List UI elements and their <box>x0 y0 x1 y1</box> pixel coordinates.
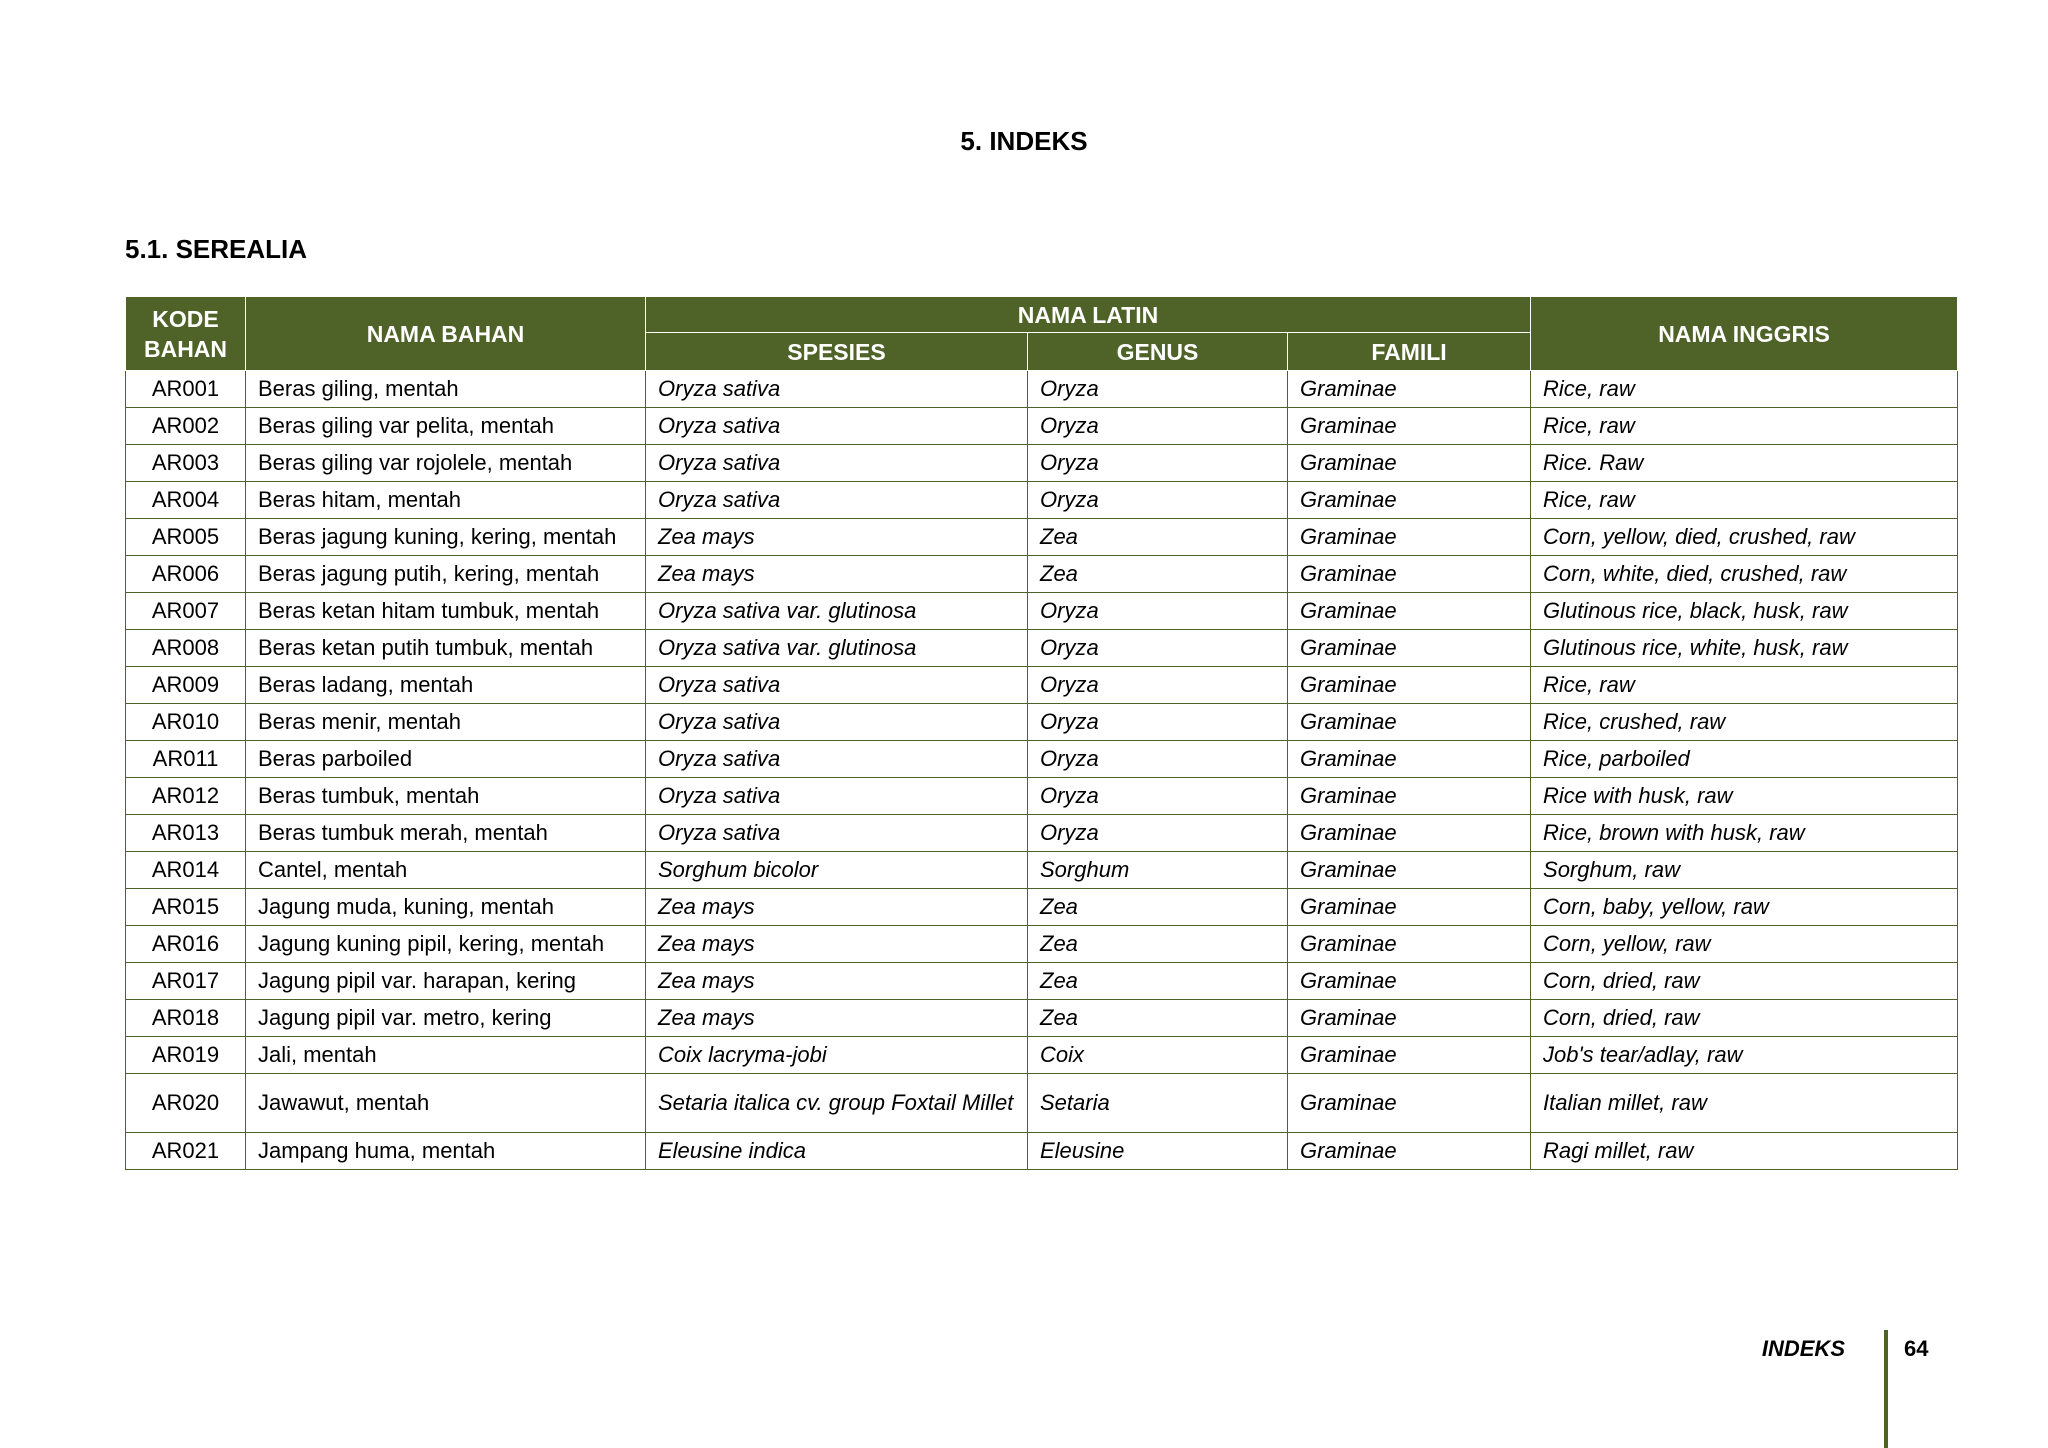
cell-spesies: Eleusine indica <box>646 1133 1028 1170</box>
cell-famili: Graminae <box>1288 1133 1531 1170</box>
cell-famili: Graminae <box>1288 408 1531 445</box>
cell-genus: Zea <box>1028 519 1288 556</box>
cell-kode: AR014 <box>126 852 246 889</box>
table-row <box>126 445 1958 482</box>
table-row <box>126 741 1958 778</box>
cell-kode: AR018 <box>126 1000 246 1037</box>
cell-spesies: Oryza sativa var. glutinosa <box>646 630 1028 667</box>
table-row <box>126 778 1958 815</box>
table-row <box>126 1037 1958 1074</box>
header-kode-bahan: KODE BAHAN <box>126 297 246 371</box>
cell-famili: Graminae <box>1288 445 1531 482</box>
table-header <box>126 297 1958 371</box>
cell-famili: Graminae <box>1288 1074 1531 1133</box>
cell-nama-inggris: Rice, parboiled <box>1531 741 1958 778</box>
footer-divider <box>1884 1330 1888 1448</box>
cell-famili: Graminae <box>1288 482 1531 519</box>
cell-genus: Oryza <box>1028 778 1288 815</box>
cell-nama-bahan: Jagung kuning pipil, kering, mentah <box>246 926 646 963</box>
cell-famili: Graminae <box>1288 1000 1531 1037</box>
cell-kode: AR011 <box>126 741 246 778</box>
table-body <box>126 371 1958 1170</box>
cell-nama-bahan: Beras tumbuk, mentah <box>246 778 646 815</box>
cell-spesies: Oryza sativa <box>646 741 1028 778</box>
header-genus: GENUS <box>1028 333 1288 371</box>
cell-kode: AR001 <box>126 371 246 408</box>
cell-genus: Oryza <box>1028 741 1288 778</box>
cell-nama-bahan: Beras jagung kuning, kering, mentah <box>246 519 646 556</box>
cell-genus: Zea <box>1028 889 1288 926</box>
cell-nama-inggris: Glutinous rice, white, husk, raw <box>1531 630 1958 667</box>
cell-genus: Setaria <box>1028 1074 1288 1133</box>
cell-spesies: Oryza sativa <box>646 704 1028 741</box>
cell-nama-inggris: Corn, dried, raw <box>1531 1000 1958 1037</box>
cell-famili: Graminae <box>1288 889 1531 926</box>
cell-nama-bahan: Beras giling var pelita, mentah <box>246 408 646 445</box>
cell-famili: Graminae <box>1288 852 1531 889</box>
cell-nama-bahan: Beras giling var rojolele, mentah <box>246 445 646 482</box>
cell-nama-bahan: Beras ladang, mentah <box>246 667 646 704</box>
page-title: 5. INDEKS <box>960 126 1088 156</box>
header-nama-latin: NAMA LATIN <box>646 297 1531 333</box>
cell-famili: Graminae <box>1288 704 1531 741</box>
index-table <box>125 296 1958 1170</box>
cell-nama-inggris: Italian millet, raw <box>1531 1074 1958 1133</box>
cell-kode: AR003 <box>126 445 246 482</box>
cell-kode: AR005 <box>126 519 246 556</box>
cell-nama-bahan: Beras menir, mentah <box>246 704 646 741</box>
cell-famili: Graminae <box>1288 926 1531 963</box>
cell-genus: Zea <box>1028 926 1288 963</box>
table-row <box>126 482 1958 519</box>
cell-spesies: Oryza sativa <box>646 667 1028 704</box>
cell-nama-bahan: Jawawut, mentah <box>246 1074 646 1133</box>
cell-genus: Zea <box>1028 963 1288 1000</box>
cell-kode: AR013 <box>126 815 246 852</box>
cell-spesies: Setaria italica cv. group Foxtail Millet <box>646 1074 1028 1133</box>
cell-genus: Zea <box>1028 556 1288 593</box>
header-nama-inggris: NAMA INGGRIS <box>1531 297 1958 371</box>
cell-nama-bahan: Beras ketan hitam tumbuk, mentah <box>246 593 646 630</box>
cell-genus: Eleusine <box>1028 1133 1288 1170</box>
cell-genus: Oryza <box>1028 815 1288 852</box>
table-row <box>126 889 1958 926</box>
footer-section-label: INDEKS <box>1761 1336 1845 1361</box>
cell-nama-inggris: Corn, white, died, crushed, raw <box>1531 556 1958 593</box>
cell-genus: Coix <box>1028 1037 1288 1074</box>
cell-famili: Graminae <box>1288 815 1531 852</box>
cell-kode: AR012 <box>126 778 246 815</box>
cell-nama-inggris: Corn, baby, yellow, raw <box>1531 889 1958 926</box>
cell-spesies: Zea mays <box>646 963 1028 1000</box>
cell-famili: Graminae <box>1288 963 1531 1000</box>
cell-nama-inggris: Sorghum, raw <box>1531 852 1958 889</box>
cell-spesies: Oryza sativa var. glutinosa <box>646 593 1028 630</box>
cell-kode: AR017 <box>126 963 246 1000</box>
cell-spesies: Zea mays <box>646 889 1028 926</box>
cell-spesies: Sorghum bicolor <box>646 852 1028 889</box>
cell-spesies: Oryza sativa <box>646 815 1028 852</box>
cell-kode: AR015 <box>126 889 246 926</box>
cell-nama-inggris: Rice, crushed, raw <box>1531 704 1958 741</box>
table-row <box>126 704 1958 741</box>
cell-nama-inggris: Corn, dried, raw <box>1531 963 1958 1000</box>
cell-nama-bahan: Beras giling, mentah <box>246 371 646 408</box>
table-row <box>126 408 1958 445</box>
cell-famili: Graminae <box>1288 741 1531 778</box>
cell-spesies: Oryza sativa <box>646 482 1028 519</box>
cell-genus: Oryza <box>1028 593 1288 630</box>
cell-nama-inggris: Corn, yellow, raw <box>1531 926 1958 963</box>
cell-genus: Oryza <box>1028 408 1288 445</box>
cell-nama-bahan: Cantel, mentah <box>246 852 646 889</box>
section-title: 5.1. SEREALIA <box>125 234 308 264</box>
page-number: 64 <box>1904 1336 1929 1361</box>
cell-nama-inggris: Rice. Raw <box>1531 445 1958 482</box>
cell-kode: AR008 <box>126 630 246 667</box>
cell-famili: Graminae <box>1288 1037 1531 1074</box>
cell-spesies: Zea mays <box>646 926 1028 963</box>
cell-kode: AR002 <box>126 408 246 445</box>
cell-kode: AR010 <box>126 704 246 741</box>
cell-nama-inggris: Rice, brown with husk, raw <box>1531 815 1958 852</box>
cell-nama-inggris: Job's tear/adlay, raw <box>1531 1037 1958 1074</box>
table-row <box>126 963 1958 1000</box>
cell-nama-inggris: Ragi millet, raw <box>1531 1133 1958 1170</box>
cell-genus: Oryza <box>1028 482 1288 519</box>
cell-genus: Zea <box>1028 1000 1288 1037</box>
cell-genus: Oryza <box>1028 371 1288 408</box>
cell-genus: Oryza <box>1028 667 1288 704</box>
cell-nama-bahan: Beras hitam, mentah <box>246 482 646 519</box>
table-row <box>126 667 1958 704</box>
cell-nama-bahan: Jagung pipil var. harapan, kering <box>246 963 646 1000</box>
cell-famili: Graminae <box>1288 556 1531 593</box>
header-nama-bahan: NAMA BAHAN <box>246 297 646 371</box>
table-row <box>126 630 1958 667</box>
cell-kode: AR021 <box>126 1133 246 1170</box>
cell-spesies: Zea mays <box>646 519 1028 556</box>
table-row <box>126 852 1958 889</box>
cell-genus: Oryza <box>1028 445 1288 482</box>
cell-nama-inggris: Corn, yellow, died, crushed, raw <box>1531 519 1958 556</box>
table-row <box>126 519 1958 556</box>
table-row <box>126 556 1958 593</box>
cell-spesies: Zea mays <box>646 556 1028 593</box>
cell-nama-inggris: Rice, raw <box>1531 371 1958 408</box>
cell-nama-bahan: Jagung pipil var. metro, kering <box>246 1000 646 1037</box>
cell-nama-bahan: Beras ketan putih tumbuk, mentah <box>246 630 646 667</box>
cell-genus: Oryza <box>1028 630 1288 667</box>
cell-nama-bahan: Jali, mentah <box>246 1037 646 1074</box>
cell-nama-inggris: Rice with husk, raw <box>1531 778 1958 815</box>
cell-kode: AR009 <box>126 667 246 704</box>
cell-genus: Oryza <box>1028 704 1288 741</box>
cell-famili: Graminae <box>1288 778 1531 815</box>
cell-kode: AR019 <box>126 1037 246 1074</box>
cell-nama-bahan: Beras jagung putih, kering, mentah <box>246 556 646 593</box>
table-row <box>126 926 1958 963</box>
cell-spesies: Coix lacryma-jobi <box>646 1037 1028 1074</box>
cell-genus: Sorghum <box>1028 852 1288 889</box>
cell-nama-inggris: Glutinous rice, black, husk, raw <box>1531 593 1958 630</box>
table-row <box>126 1000 1958 1037</box>
cell-kode: AR004 <box>126 482 246 519</box>
table-row <box>126 1133 1958 1170</box>
table-row <box>126 593 1958 630</box>
cell-nama-inggris: Rice, raw <box>1531 667 1958 704</box>
cell-nama-bahan: Jagung muda, kuning, mentah <box>246 889 646 926</box>
table-row <box>126 1074 1958 1133</box>
header-famili: FAMILI <box>1288 333 1531 371</box>
cell-famili: Graminae <box>1288 593 1531 630</box>
cell-nama-bahan: Beras tumbuk merah, mentah <box>246 815 646 852</box>
cell-spesies: Oryza sativa <box>646 445 1028 482</box>
cell-spesies: Zea mays <box>646 1000 1028 1037</box>
cell-kode: AR007 <box>126 593 246 630</box>
cell-famili: Graminae <box>1288 630 1531 667</box>
cell-kode: AR006 <box>126 556 246 593</box>
cell-famili: Graminae <box>1288 667 1531 704</box>
cell-kode: AR016 <box>126 926 246 963</box>
cell-nama-inggris: Rice, raw <box>1531 482 1958 519</box>
cell-famili: Graminae <box>1288 519 1531 556</box>
header-spesies: SPESIES <box>646 333 1028 371</box>
cell-nama-inggris: Rice, raw <box>1531 408 1958 445</box>
table-row <box>126 815 1958 852</box>
cell-spesies: Oryza sativa <box>646 778 1028 815</box>
cell-spesies: Oryza sativa <box>646 371 1028 408</box>
cell-kode: AR020 <box>126 1074 246 1133</box>
cell-famili: Graminae <box>1288 371 1531 408</box>
cell-nama-bahan: Jampang huma, mentah <box>246 1133 646 1170</box>
cell-nama-bahan: Beras parboiled <box>246 741 646 778</box>
cell-spesies: Oryza sativa <box>646 408 1028 445</box>
table-row <box>126 371 1958 408</box>
